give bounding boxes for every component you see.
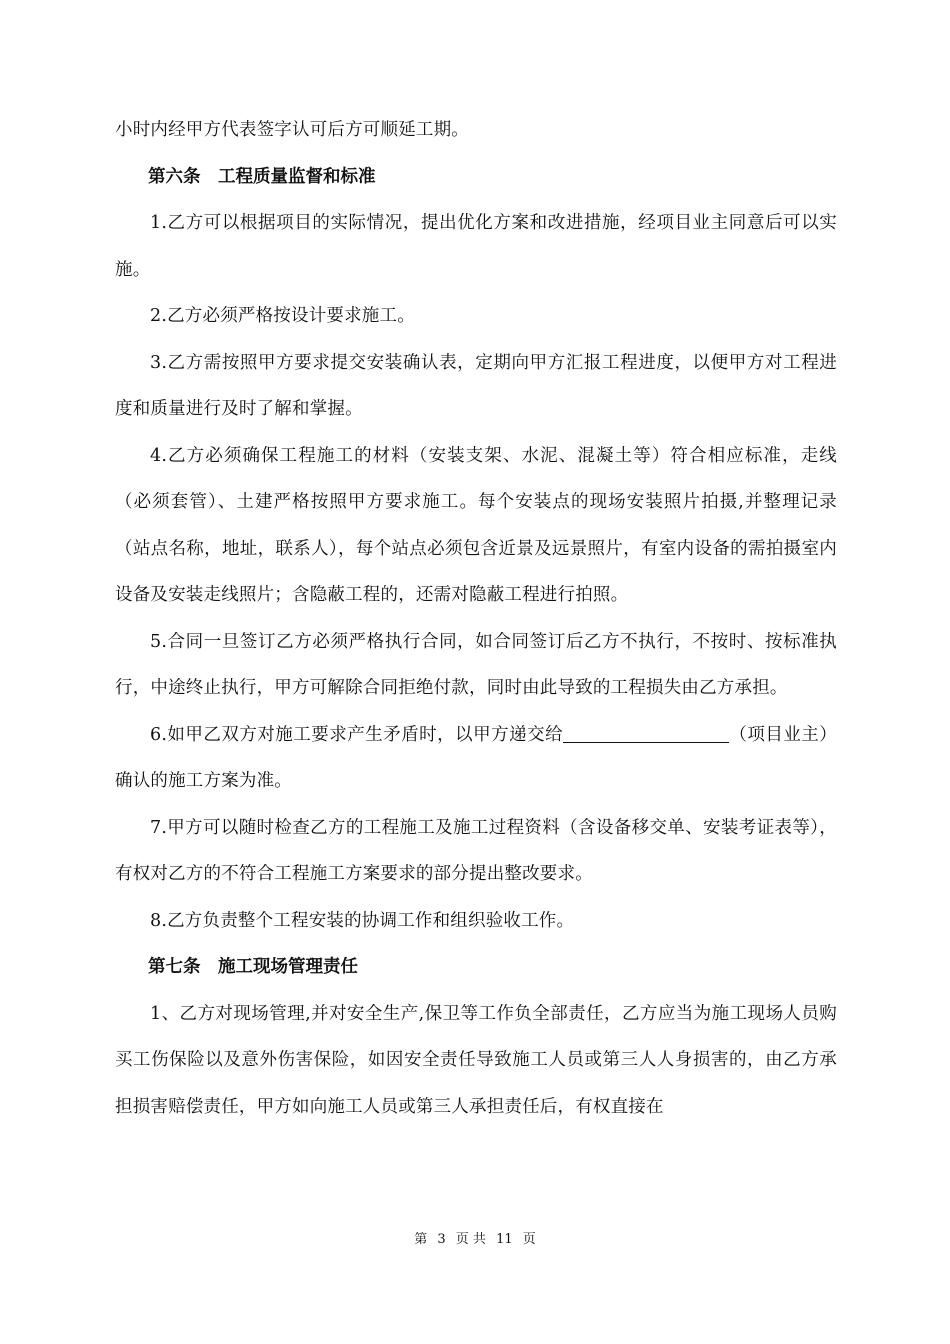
paragraph-item-3: 3.乙方需按照甲方要求提交安装确认表，定期向甲方汇报工程进度，以便甲方对工程进度和质量进行及时了解和掌握。 (115, 352, 837, 419)
footer-middle: 页 共 (455, 1232, 486, 1247)
paragraph-item-6 (115, 712, 837, 805)
footer-suffix: 页 (522, 1232, 536, 1247)
paragraph-item-8: 8.乙方负责整个工程安装的协调工作和组织验收工作。 (150, 910, 575, 931)
paragraph-item-1: 1.乙方可以根据项目的实际情况，提出优化方案和改进措施，经项目业主同意后可以实施。 (115, 213, 837, 280)
paragraph-item-7: 7.甲方可以随时检查乙方的工程施工及施工过程资料（含设备移交单、安装考证表等），有权对乙方的不符合工程施工方案要求的部分提出整改要求。 (115, 817, 837, 884)
footer-total-pages: 11 (496, 1232, 513, 1247)
paragraph-item-2: 2.乙方必须严格按设计要求施工。 (150, 306, 415, 326)
section-heading-article-7: 第七条 施工现场管理责任 (148, 957, 358, 977)
footer-prefix: 第 (414, 1232, 428, 1247)
section-heading-article-6: 第六条 工程质量监督和标准 (148, 166, 376, 187)
paragraph-item-6-after: （项目业主）确认的施工方案为准。 (115, 724, 837, 791)
paragraph-continuation: 小时内经甲方代表签字认可后方可顺延工期。 (115, 120, 469, 140)
fill-in-blank-line (563, 722, 729, 743)
paragraph-item-4: 4.乙方必须确保工程施工的材料（安装支架、水泥、混凝土等）符合相应标准，走线（必须套管）、土建严格按照甲方要求施工。每个安装点的现场安装照片拍摄,并整理记录（站点名称，地址，联系人），每个站点必须包含近景及远景照片，有室内设备的需拍摄室内设备及安装走线照片；含隐蔽工程的，还需对隐蔽工程进行拍照。 (115, 445, 837, 605)
document-body (115, 107, 837, 1130)
paragraph-item-6-before: 6.如甲乙双方对施工要求产生矛盾时，以甲方递交给 (150, 724, 564, 745)
paragraph-article-7-item-1: 1、乙方对现场管理,并对安全生产,保卫等工作负全部责任，乙方应当为施工现场人员购买工伤保险以及意外伤害保险，如因安全责任导致施工人员或第三人人身损害的，由乙方承担损害赔偿责任，甲方如向施工人员或第三人承担责任后，有权直接在 (115, 1003, 837, 1117)
paragraph-item-5: 5.合同一旦签订乙方必须严格执行合同，如合同签订后乙方不执行，不按时、按标准执行，中途终止执行，甲方可解除合同拒绝付款，同时由此导致的工程损失由乙方承担。 (115, 631, 837, 698)
footer-current-page: 3 (437, 1232, 446, 1247)
page-footer (0, 1228, 950, 1247)
